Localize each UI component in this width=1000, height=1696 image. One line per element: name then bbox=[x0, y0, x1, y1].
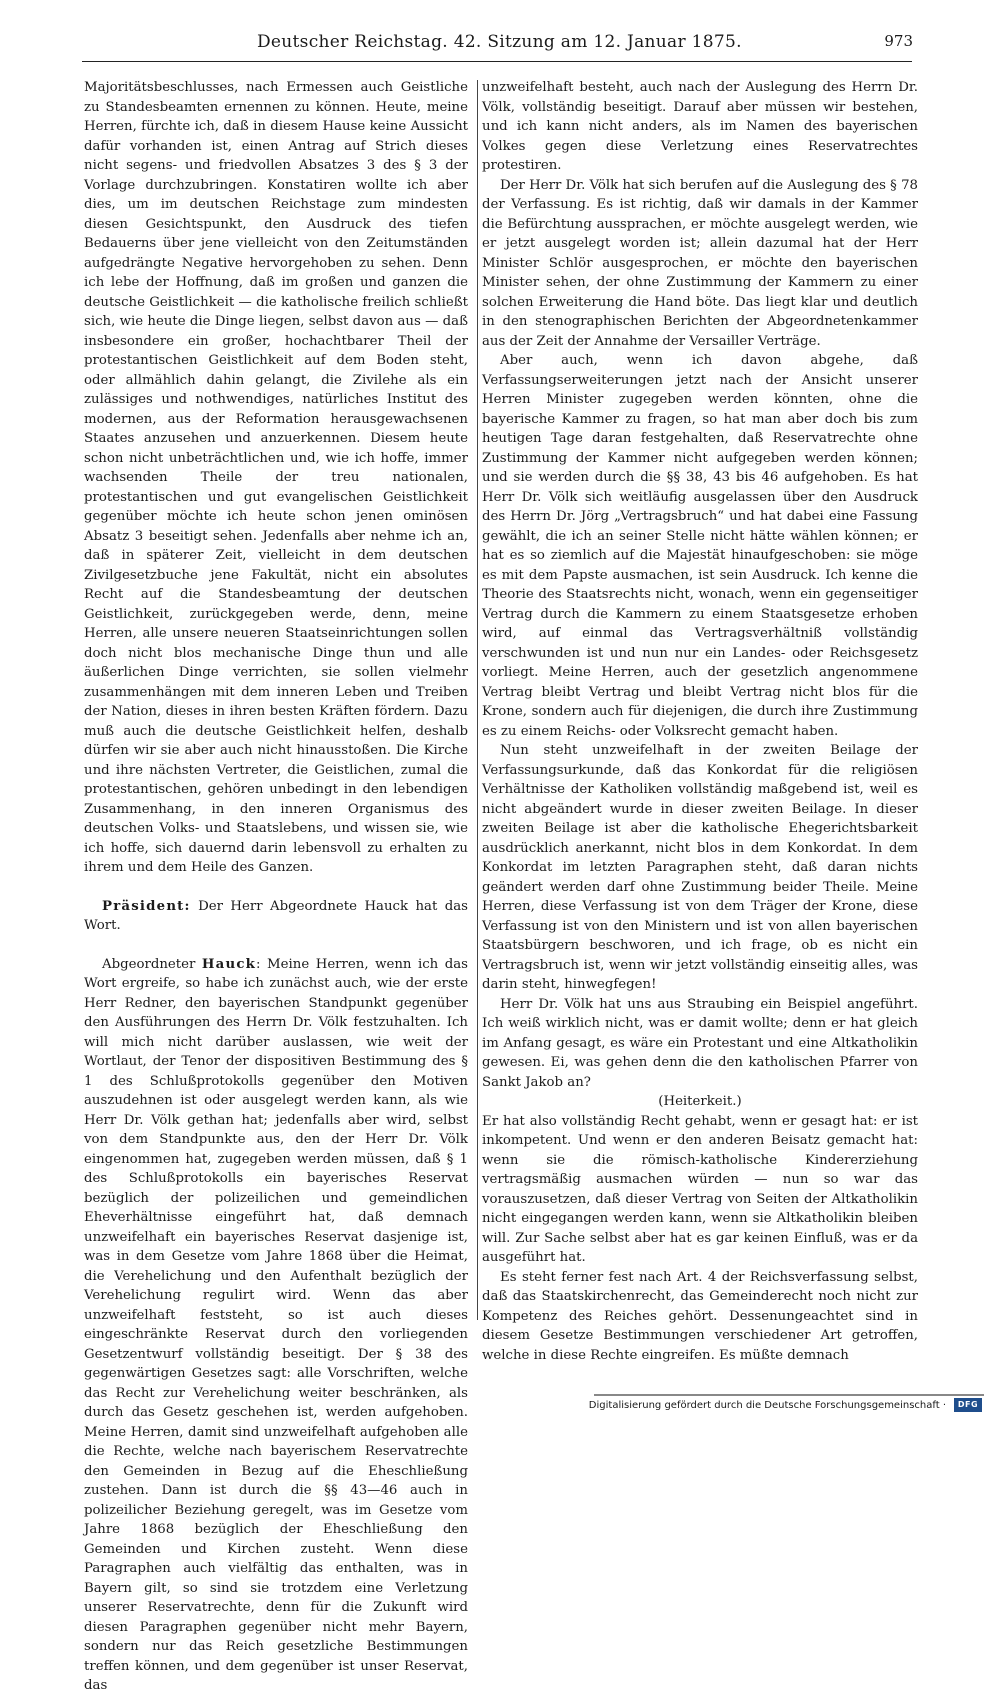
interjection: (Heiterkeit.) bbox=[658, 1094, 742, 1109]
running-head: Deutscher Reichstag. 42. Sitzung am 12. Januar 1875. bbox=[257, 32, 742, 52]
speaker-label: Präsident: bbox=[102, 898, 191, 914]
speaker-name: Hauck bbox=[201, 956, 257, 972]
speech-text: : Meine Herren, wenn ich das Wort ergreife, so habe ich zunächst auch, wie der erste Herr Redner, den bayerischen Standpunkt gegenüber den Ausführungen des Herrn Dr. Völk festzuhalten. Ich will mich nicht darüber auslassen, wie weit der Wortlaut, der Tenor der dispositiven Bestimmung des § 1 des Schlußprotokolls gegenüber den Motiven auszudehnen ist oder ausgelegt werden kann, als wie Herr Dr. Völk gethan hat; jedenfalls aber wird, selbst von dem Standpunkte aus, den der Herr Dr. Völk eingenommen hat, zugegeben werden müssen, daß § 1 des Schlußprotokolls ein bayerisches Reservat bezüglich der polizeilichen und gemeindlichen Eheverhältnisse eingeführt hat, daß demnach unzweifelhaft ein bayerisches Reservat dasjenige ist, was in dem Gesetze vom Jahre 1868 über die Heimat, die Verehelichung und den Aufenthalt bezüglich der Verehelichung regulirt wird. Wenn das aber unzweifelhaft feststeht, so ist auch dieses eingeschränkte Reservat durch den vorliegenden Gesetzentwurf vollständig beseitigt. Der § 38 des gegenwärtigen Gesetzes sagt: alle Vorschriften, welche das Recht zur Verehelichung weiter beschränken, als durch das Gesetz geschehen ist, werden aufgehoben. Meine Herren, damit sind unzweifelhaft aufgehoben alle die Rechte, welche nach bayerischem Reservatrechte den Gemeinden in Bezug auf die Eheschließung zustehen. Dann ist durch die §§ 43—46 auch in polizeilicher Beziehung geregelt, was im Gesetze vom Jahre 1868 bezüglich der Eheschließung den Gemeinden und Kirchen zusteht. Wenn diese Paragraphen auch vielfältig das enthalten, was in Bayern gilt, so sind sie trotzdem eine Verletzung unserer Reservatrechte, denn für die Zukunft wird diesen Paragraphen gegenüber nicht mehr Bayern, sondern nur das Reich gesetzliche Bestimmungen treffen können, und dem gegenüber ist unser Reservat, das bbox=[84, 956, 468, 1693]
paragraph: unzweifelhaft besteht, auch nach der Auslegung des Herrn Dr. Völk, vollständig beseitigt. Darauf aber müssen wir bestehen, und ich kann nicht anders, als im Namen des bayerischen Volkes gegen diese Verletzung eines Reservatrechtes protestiren. bbox=[482, 80, 918, 173]
paragraph: Aber auch, wenn ich davon abgehe, daß Verfassungserweiterungen jetzt nach der Ansicht unserer Herren Minister zugegeben werden könnten, ohne die bayerische Kammer zu fragen, so hat man aber doch bis zum heutigen Tage daran festgehalten, daß Reservatrechte ohne Zustimmung der Kammer nicht aufgegeben werden können; und sie werden durch die §§ 38, 43 bis 46 aufgehoben. Es hat Herr Dr. Völk sich weitläufig ausgelassen über den Ausdruck des Herrn Dr. Jörg „Vertragsbruch“ und hat dabei eine Fassung gewählt, die ich an seiner Stelle nicht hätte wählen können; er hat es so ziemlich auf die Majestät hinaufgeschoben: sie möge es mit dem Papste ausmachen, ist sein Ausdruck. Ich kenne die Theorie des Staatsrechts nicht, wonach, wenn ein gegenseitiger Vertrag durch die Kammern zu einem Staatsgesetze erhoben wird, auf einmal das Vertragsverhältniß vollständig verschwunden ist und nun nur ein Landes- oder Reichsgesetz vorliegt. Meine Herren, auch der gesetzlich angenommene Vertrag bleibt Vertrag und bleibt Vertrag nicht blos für die Krone, sondern auch für diejenigen, die durch ihre Zustimmung es zu einem Reichs- oder Volksrecht gemacht haben. bbox=[482, 353, 918, 739]
page-header bbox=[82, 28, 912, 58]
left-column bbox=[84, 78, 468, 1696]
paragraph: Nun steht unzweifelhaft in der zweiten Beilage der Verfassungsurkunde, daß das Konkordat für die religiösen Verhältnisse der Katholiken vollständig maßgebend ist, weil es nicht abgeändert wurde in dieser zweiten Beilage. In dieser zweiten Beilage ist aber die katholische Ehegerichtsbarkeit ausdrücklich anerkannt, nicht blos in dem Konkordat. In dem Konkordat im letzten Paragraphen steht, daß daran nichts geändert werden darf ohne Zustimmung beider Theile. Meine Herren, diese Verfassung ist von dem Träger der Krone, diese Verfassung ist von den Ministern und ist von allen bayerischen Staatsbürgern beschworen, und ich frage, ob es nicht ein Vertragsbruch ist, wenn wir jetzt vollständig einseitig alles, was darin steht, hinwegfegen! bbox=[482, 743, 918, 992]
paragraph: Herr Dr. Völk hat uns aus Straubing ein Beispiel angeführt. Ich weiß wirklich nicht, was er damit wollte; denn er hat gleich im Anfang gesagt, es wäre ein Protestant und eine Altkatholikin gewesen. Ei, was gehen denn die den katholischen Pfarrer von Sankt Jakob an? bbox=[482, 996, 918, 1090]
hauck-speech bbox=[84, 955, 468, 1696]
paragraph: Der Herr Dr. Völk hat sich berufen auf die Auslegung des § 78 der Verfassung. Es ist richtig, daß wir damals in der Kammer die Befürchtung aussprachen, er möchte ausgelegt werden, wie er jetzt ausgelegt worden ist; allein dazumal hat der Herr Minister Schlör ausgesprochen, er möchte den bayerischen Minister sehen, der ohne Zustimmung der Kammern zu einer solchen Erweiterung die Hand böte. Das liegt klar und deutlich in den stenographischen Berichten der Abgeordnetenkammer aus der Zeit der Annahme der Versailler Verträge. bbox=[482, 177, 918, 349]
right-column bbox=[482, 78, 918, 1365]
header-rule bbox=[82, 61, 912, 62]
paragraph: Majoritätsbeschlusses, nach Ermessen auch Geistliche zu Standesbeamten ernennen zu können. Heute, meine Herren, fürchte ich, daß in diesem Hause keine Aussicht dafür vorhanden ist, einen Antrag auf Strich dieses nicht segens- und friedvollen Absatzes 3 des § 3 der Vorlage durchzubringen. Konstatiren wollte ich aber dies, um im deutschen Reichstage zum mindesten diesen Gesichtspunkt, den Ausdruck des tiefen Bedauerns über jene vielleicht von den Zeitumständen aufgedrängte Negative hervorgehoben zu sehen. Denn ich lebe der Hoffnung, daß im großen und ganzen die deutsche Geistlichkeit — die katholische freilich schließt sich, wie heute die Dinge liegen, selbst davon aus — daß insbesondere ein großer, hochachtbarer Theil der protestantischen Geistlichkeit auf dem Boden steht, oder allmählich dahin gelangt, die Zivilehe als ein zulässiges und nothwendiges, natürliches Institut des modernen, aus der Reformation herausgewachsenen Staates anzusehen und anzuerkennen. Diesem heute schon nicht unbeträchtlichen und, wie ich hoffe, immer wachsenden Theile der treu nationalen, protestantischen und gut evangelischen Geistlichkeit gegenüber möchte ich heute schon jenen ominösen Absatz 3 beseitigt sehen. Jedenfalls aber nehme ich an, daß in späterer Zeit, vielleicht in dem deutschen Zivilgesetzbuche jene Fakultät, nicht ein absolutes Recht auf die Standesbeamtung der deutschen Geistlichkeit, zurückgegeben werde, denn, meine Herren, alle unsere neueren Staatseinrichtungen sollen doch nicht blos mechanische Dinge thun und alle äußerlichen Dinge verrichten, sie sollen vielmehr zusammenhängen mit dem inneren Leben und Treiben der Nation, dieses in ihren besten Kräften fördern. Dazu muß auch die deutsche Geistlichkeit helfen, deshalb dürfen wir sie aber auch nicht hinausstoßen. Die Kirche und ihre nächsten Vertreter, die Geistlichen, zumal die protestantischen, gehören unbedingt in den lebendigen Zusammenhang, in den inneren Organismus des deutschen Volks- und Staatslebens, und wissen sie, wie ich hoffe, sich dauernd darin lebensvoll zu erhalten zu ihrem und dem Heile des Ganzen. bbox=[84, 80, 468, 875]
speech-text: Der Herr Abgeordnete Hauck hat das Wort. bbox=[84, 898, 468, 933]
paragraph: Es steht ferner fest nach Art. 4 der Reichsverfassung selbst, daß das Staatskirchenrecht, das Gemeinderecht noch nicht zur Kompetenz des Reiches gehört. Dessenungeachtet sind in diesem Gesetze Bestimmungen verschiedener Art getroffen, welche in diese Rechte eingreifen. Es müßte demnach bbox=[482, 1269, 918, 1363]
speaker-role: Abgeordneter bbox=[102, 956, 202, 972]
president-paragraph bbox=[84, 897, 468, 936]
column-divider bbox=[477, 80, 478, 1320]
paragraph-gap bbox=[84, 936, 468, 955]
dfg-logo: DFG bbox=[954, 1398, 982, 1412]
footer bbox=[588, 1394, 984, 1416]
digitization-credit: Digitalisierung gefördert durch die Deutsche Forschungsgemeinschaft · bbox=[588, 1400, 946, 1411]
page-number: 973 bbox=[884, 32, 913, 50]
paragraph: Er hat also vollständig Recht gehabt, wenn er gesagt hat: er ist inkompetent. Und wenn er den anderen Beisatz gemacht hat: wenn sie die römisch-katholische Kindererziehung vertragsmäßig ausmachen würden — nun so war das vorauszusetzen, daß dieser Vertrag von Seiten der Altkatholikin nicht eingegangen werden kann, wenn sie Altkatholikin bleiben will. Zur Sache selbst aber hat es gar keinen Einfluß, was er da ausgeführt hat. bbox=[482, 1113, 918, 1265]
paragraph-gap bbox=[84, 878, 468, 897]
